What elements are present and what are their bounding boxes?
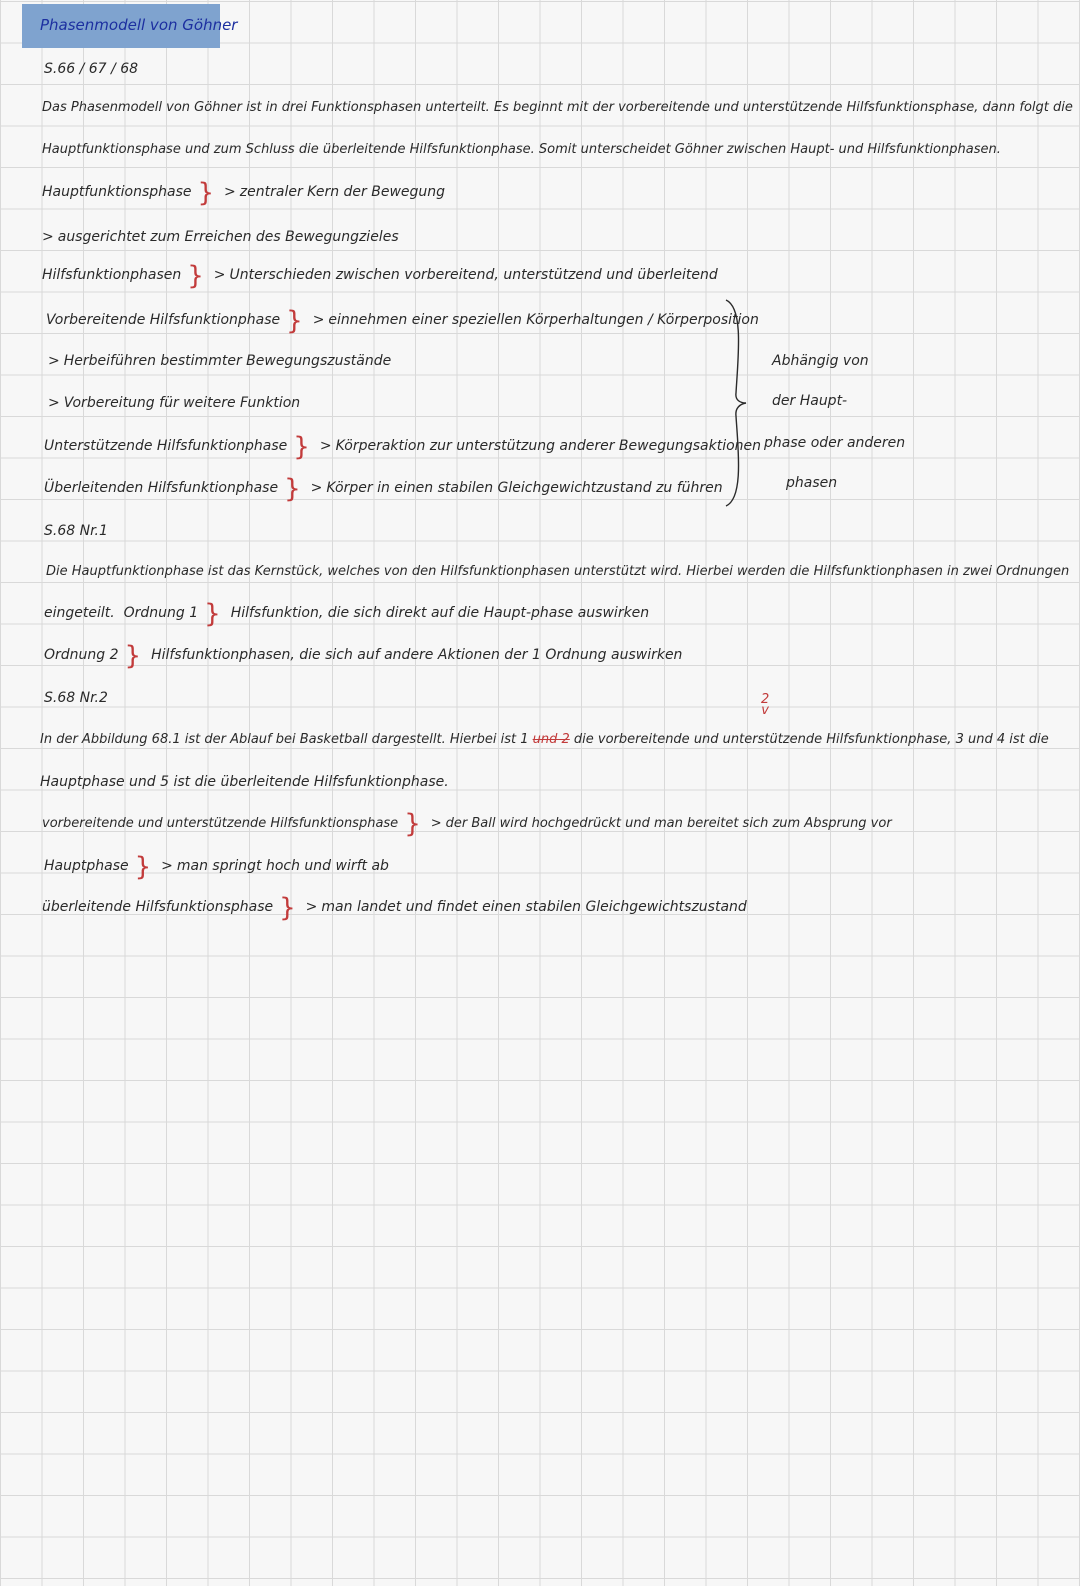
correction-mark [761, 694, 769, 716]
ordnung-2-desc: Hilfsfunktionphasen, die sich auf andere Aktionen der 1 Ordnung auswirken [151, 647, 683, 663]
ueberleitend-label: Überleitenden Hilfsfunktionphase [44, 480, 279, 496]
unterstuetzend-label: Unterstützende Hilfsfunktionphase [44, 438, 288, 454]
basketball-phase-b-row [44, 852, 389, 882]
hilfsfunktion-row [42, 261, 718, 291]
intro-line-2: Hauptfunktionsphase und zum Schluss die überleitende Hilfsfunktionphase. Somit unterscheidet Göhner zwischen Haupt- und Hilfsfunktionphasen. [42, 142, 1001, 157]
correction-number: 2 [761, 692, 770, 707]
exercise-1-line-1: Die Hauptfunktionphase ist das Kernstück, welches von den Hilfsfunktionphasen unterstützt wird. Hierbei werden die Hilfsfunktionphasen in zwei Ordnungen [46, 564, 1070, 579]
arrow-icon: > [48, 395, 60, 411]
side-note-line-4: phasen [786, 475, 838, 491]
page-reference: S.66 / 67 / 68 [44, 61, 139, 77]
ordnung-1-label: Ordnung 1 [123, 605, 199, 621]
ordnung-2-label: Ordnung 2 [44, 647, 119, 663]
basketball-phase-c-label: überleitende Hilfsfunktionsphase [42, 899, 274, 915]
page-title: Phasenmodell von Göhner [40, 16, 238, 34]
hauptfunktion-label: Hauptfunktionsphase [42, 184, 192, 200]
vorbereitend-label: Vorbereitende Hilfsfunktionphase [46, 312, 281, 328]
vorbereitend-sub-2: Vorbereitung für weitere Funktion [63, 395, 301, 411]
brace-icon: } [404, 809, 421, 839]
arrow-icon: > [48, 353, 60, 369]
large-brace-icon [722, 298, 752, 508]
hauptfunktion-desc: zentraler Kern der Bewegung [239, 184, 446, 200]
brace-icon: } [284, 474, 301, 504]
exercise-1-reference: S.68 Nr.1 [44, 523, 108, 539]
arrow-icon: > [305, 899, 318, 915]
exercise-2-line-1 [40, 731, 1049, 749]
ordnung-1-desc: Hilfsfunktion, die sich direkt auf die Haupt-phase auswirken [230, 605, 650, 621]
hilfsfunktion-desc: Unterschieden zwischen vorbereitend, unterstützend und überleitend [229, 267, 718, 283]
basketball-phase-b-desc: man springt hoch und wirft ab [176, 858, 389, 874]
exercise-2-line-2: Hauptphase und 5 ist die überleitende Hilfsfunktionphase. [40, 774, 449, 790]
vorbereitend-sub-row-1 [48, 352, 391, 370]
arrow-icon: > [310, 480, 323, 496]
brace-icon: } [286, 306, 303, 336]
basketball-phase-a-label: vorbereitende und unterstützende Hilfsfunktionsphase [42, 816, 399, 831]
caret-icon: v [761, 703, 769, 718]
hauptfunktion-row [42, 178, 446, 208]
brace-icon: } [197, 178, 215, 208]
vorbereitend-sub-row-2 [48, 394, 300, 412]
brace-icon: } [124, 641, 142, 671]
hauptfunktion-sub-row [42, 228, 399, 246]
basketball-phase-a-row [42, 809, 892, 839]
arrow-icon: > [312, 312, 325, 328]
ueberleitend-desc: Körper in einen stabilen Gleichgewichtzustand zu führen [326, 480, 723, 496]
vorbereitend-desc: einnehmen einer speziellen Körperhaltungen / Körperposition [328, 312, 759, 328]
basketball-phase-c-desc: man landet und findet einen stabilen Gleichgewichtszustand [321, 899, 747, 915]
side-note-line-3: phase oder anderen [764, 435, 906, 451]
exercise-1-line-2 [44, 599, 650, 629]
basketball-phase-c-row [42, 893, 747, 923]
basketball-phase-a-desc: der Ball wird hochgedrückt und man bereitet sich zum Absprung vor [445, 816, 892, 831]
arrow-icon: > [42, 229, 54, 245]
brace-icon: } [187, 261, 204, 291]
basketball-phase-b-label: Hauptphase [44, 858, 129, 874]
struck-out-text: und 2 [532, 732, 570, 747]
arrow-icon: > [430, 816, 442, 831]
unterstuetzend-row [44, 432, 762, 462]
exercise-2-reference: S.68 Nr.2 [44, 690, 108, 706]
arrow-icon: > [319, 438, 332, 454]
side-note-line-2: der Haupt- [772, 393, 848, 409]
side-note-line-1: Abhängig von [772, 353, 869, 369]
arrow-icon: > [213, 267, 226, 283]
exercise-2-line-1-end: die vorbereitende und unterstützende Hilfsfunktionphase, 3 und 4 ist die [573, 732, 1049, 747]
exercise-1-line-2-start: eingeteilt. [44, 605, 115, 621]
unterstuetzend-desc: Körperaktion zur unterstützung anderer Bewegungsaktionen [335, 438, 762, 454]
exercise-2-line-1-start: In der Abbildung 68.1 ist der Ablauf bei Basketball dargestellt. Hierbei ist 1 [40, 732, 529, 747]
ueberleitend-row [44, 474, 723, 504]
vorbereitend-row [46, 306, 759, 336]
title-highlight [22, 4, 238, 48]
arrow-icon: > [224, 184, 236, 200]
hilfsfunktion-label: Hilfsfunktionphasen [42, 267, 182, 283]
brace-icon: } [134, 852, 152, 882]
hauptfunktion-sub: ausgerichtet zum Erreichen des Bewegungzieles [57, 229, 399, 245]
arrow-icon: > [161, 858, 173, 874]
brace-icon: } [204, 599, 221, 629]
vorbereitend-sub-1: Herbeiführen bestimmter Bewegungszustände [63, 353, 392, 369]
brace-icon: } [293, 432, 310, 462]
intro-line-1: Das Phasenmodell von Göhner ist in drei Funktionsphasen unterteilt. Es beginnt mit der vorbereitende und unterstützende Hilfsfunktionsphase, dann folgt die [42, 100, 1073, 115]
ordnung-2-row [44, 641, 683, 671]
brace-icon: } [279, 893, 296, 923]
